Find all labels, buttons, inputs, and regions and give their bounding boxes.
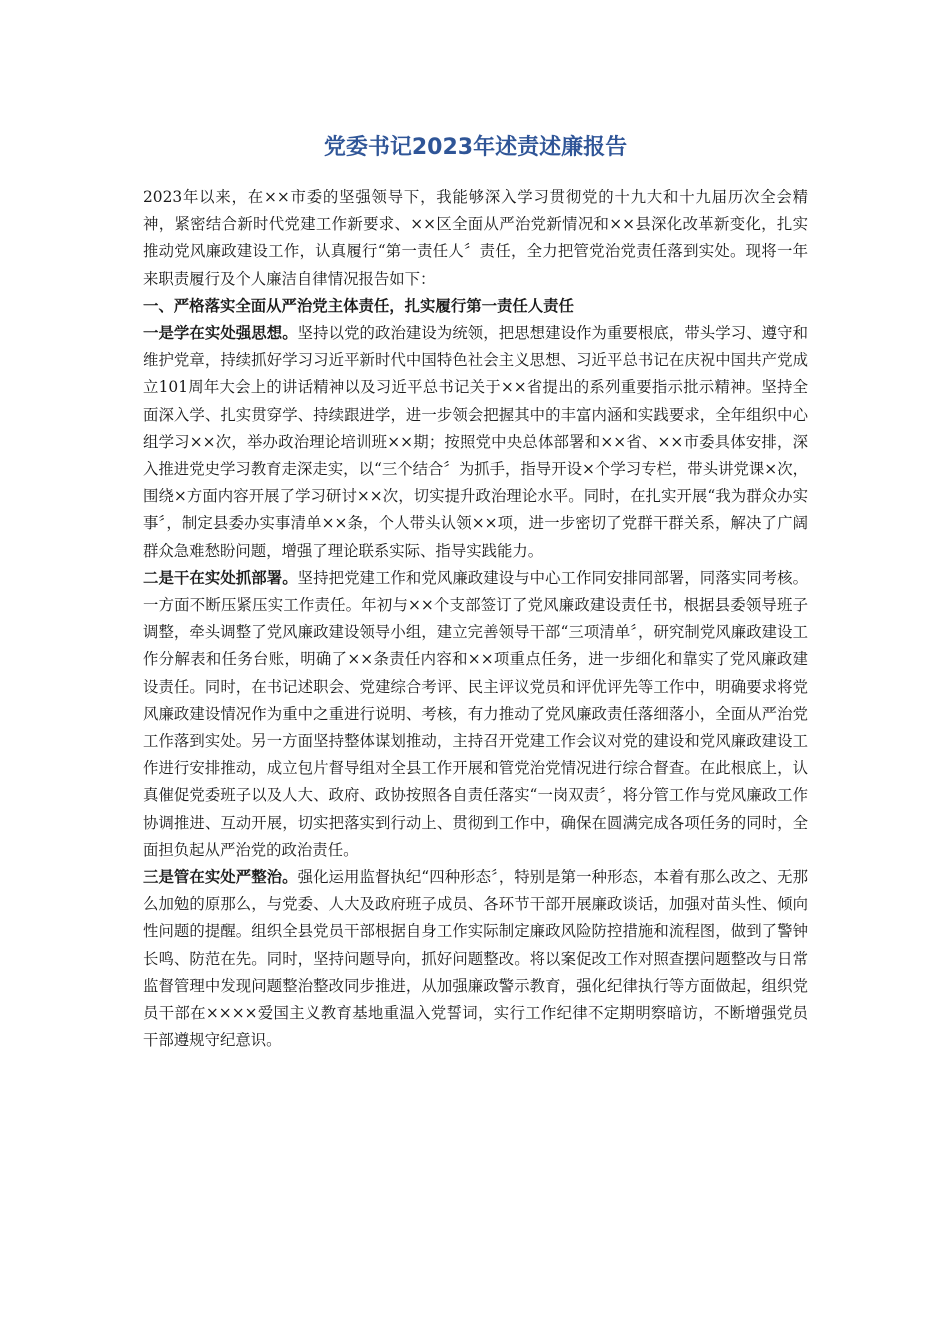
intro-paragraph: 2023年以来，在××市委的坚强领导下，我能够深入学习贯彻党的十九大和十九届历次全会精神，紧密结合新时代党建工作新要求、××区全面从严治党新情况和××县深化改革新变化，扎实推动党风廉政建设工作，认真履行“第一责任人〞责任，全力把管党治党责任落到实处。现将一年来职责履行及个人廉洁自律情况报告如下： <box>143 188 808 288</box>
paragraph-text: 坚持以党的政治建设为统领，把思想建设作为重要根底，带头学习、遵守和维护党章，持续抓好学习习近平新时代中国特色社会主义思想、习近平总书记在庆祝中国共产党成立101周年大会上的讲话精神以及习近平总书记关于××省提出的系列重要指示批示精神。坚持全面深入学、扎实贯穿学、持续跟进学，进一步领会把握其中的丰富内涵和实践要求，全年组织中心组学习××次，举办政治理论培训班××期；按照党中央总体部署和××省、××市委具体安排，深入推进党史学习教育走深走实，以“三个结合〞为抓手，指导开设×个学习专栏，带头讲党课×次，围绕×方面内容开展了学习研讨××次，切实提升政治理论水平。同时，在扎实开展“我为群众办实事〞，制定县委办实事清单××条，个人带头认领××项，进一步密切了党群干群关系，解决了广阔群众急难愁盼问题，增强了理论联系实际、指导实践能力。 <box>143 324 808 560</box>
body-paragraph <box>143 864 808 1054</box>
paragraph-lead: 一是学在实处强思想。 <box>143 324 298 343</box>
paragraph-lead: 二是干在实处抓部署。 <box>143 568 298 587</box>
body-paragraph <box>143 565 808 864</box>
document-page <box>143 128 808 1055</box>
body-paragraph <box>143 320 808 565</box>
paragraph-text: 坚持把党建工作和党风廉政建设与中心工作同安排同部署，同落实同考核。一方面不断压紧压实工作责任。年初与××个支部签订了党风廉政建设责任书，根据县委领导班子调整，牵头调整了党风廉政建设领导小组，建立完善领导干部“三项清单〞，研究制党风廉政建设工作分解表和任务台账，明确了××条责任内容和××项重点任务，进一步细化和靠实了党风廉政建设责任。同时，在书记述职会、党建综合考评、民主评议党员和评优评先等工作中，明确要求将党风廉政建设情况作为重中之重进行说明、考核，有力推动了党风廉政责任落细落小，全面从严治党工作落到实处。另一方面坚持整体谋划推动，主持召开党建工作会议对党的建设和党风廉政建设工作进行安排推动，成立包片督导组对全县工作开展和管党治党情况进行综合督查。在此根底上，认真催促党委班子以及人大、政府、政协按照各自责任落实“一岗双责〞，将分管工作与党风廉政工作协调推进、互动开展，切实把落实到行动上、贯彻到工作中，确保在圆满完成各项任务的同时，全面担负起从严治党的政治责任。 <box>143 568 808 859</box>
document-title: 党委书记2023年述责述廉报告 <box>323 135 628 160</box>
paragraph-text: 强化运用监督执纪“四种形态〞，特别是第一种形态，本着有那么改之、无那么加勉的原那么，与党委、人大及政府班子成员、各环节干部开展廉政谈话，加强对苗头性、倾向性问题的提醒。组织全县党员干部根据自身工作实际制定廉政风险防控措施和流程图，做到了警钟长鸣、防范在先。同时，坚持问题导向，抓好问题整改。将以案促改工作对照查摆问题整改与日常监督管理中发现问题整治整改同步推进，从加强廉政警示教育，强化纪律执行等方面做起，组织党员干部在××××爱国主义教育基地重温入党誓词，实行工作纪律不定期明察暗访，不断增强党员干部遵规守纪意识。 <box>143 868 808 1050</box>
paragraph-lead: 三是管在实处严整治。 <box>143 868 298 887</box>
section-heading: 一、严格落实全面从严治党主体责任，扎实履行第一责任人责任 <box>143 296 574 315</box>
